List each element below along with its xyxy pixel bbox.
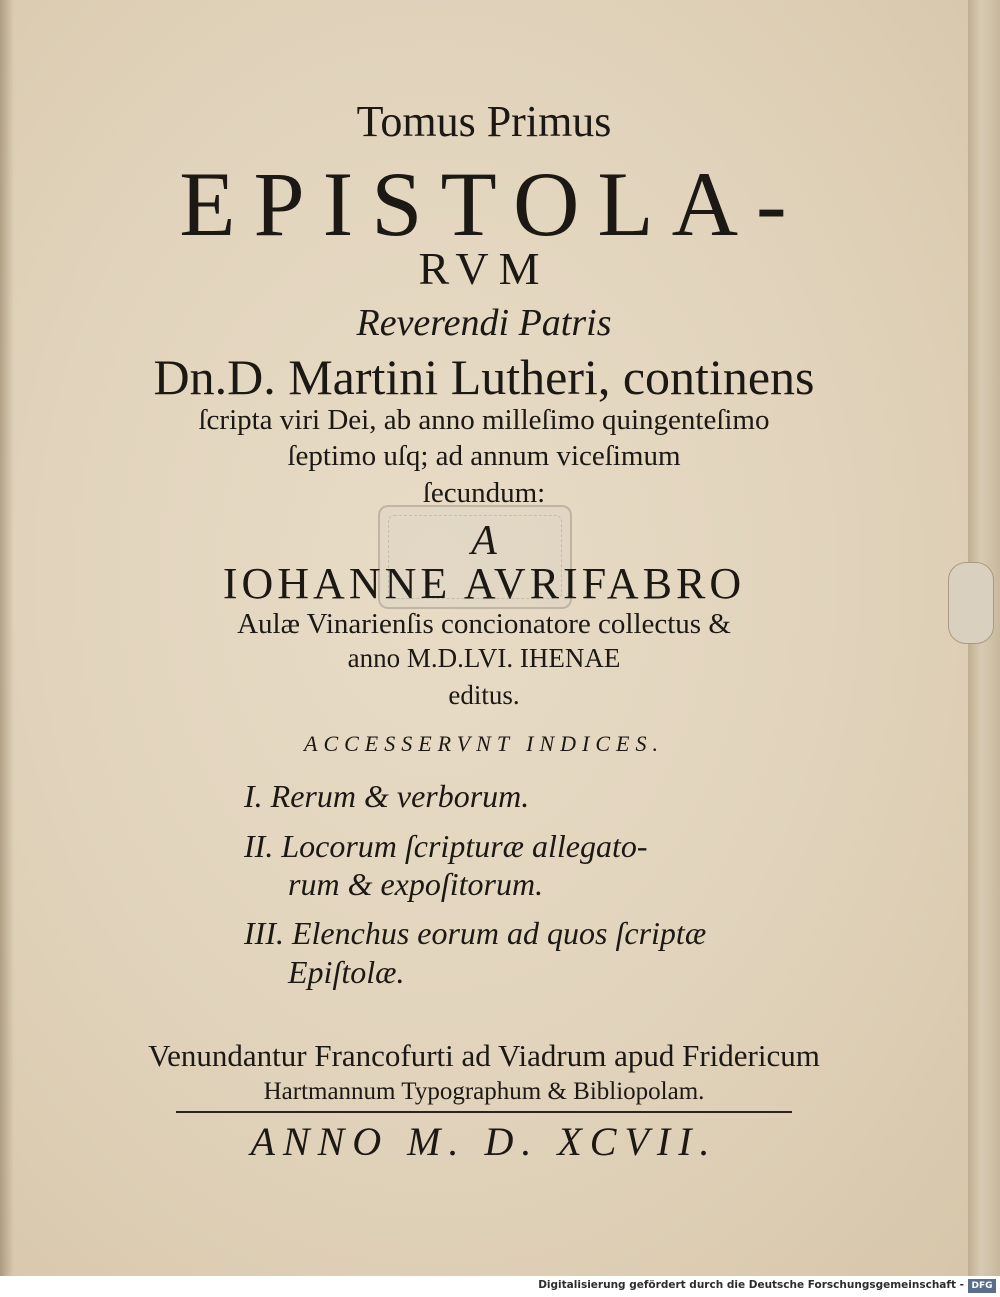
footer-bar — [0, 1276, 1000, 1297]
reverendi-line: Reverendi Patris — [356, 302, 612, 344]
index-item-1: I. Rerum & verborum. — [244, 778, 530, 814]
index-item-2-continuation: rum & expoſitorum. — [288, 866, 544, 902]
by-letter: A — [471, 518, 497, 564]
page-tab-marker — [948, 562, 994, 644]
description-line-3: ſecundum: — [422, 477, 546, 509]
imprint-rule — [176, 1111, 792, 1113]
publication-year: ANNO M. D. XCVII. — [250, 1119, 718, 1164]
editus-line: editus. — [448, 680, 520, 710]
edition-year-line: anno M.D.LVI. IHENAE — [347, 643, 621, 673]
main-title: EPISTOLA- — [179, 153, 805, 255]
dfg-logo-icon: DFG — [968, 1279, 996, 1293]
imprint-line-1: Venundantur Francofurti ad Viadrum apud Fridericum — [148, 1038, 820, 1073]
index-item-3-continuation: Epiſtolæ. — [288, 954, 405, 990]
funding-credit: Digitalisierung gefördert durch die Deutsche Forschungsgemeinschaft - — [538, 1279, 964, 1291]
volume-heading: Tomus Primus — [356, 97, 612, 146]
description-line-2: ſeptimo uſq; ad annum viceſimum — [287, 440, 681, 472]
author-line: Dn.D. Martini Lutheri, continens — [153, 349, 815, 405]
indices-heading: ACCESSERVNT INDICES. — [304, 731, 664, 756]
index-item-2: II. Locorum ſcripturæ allegato- — [244, 828, 648, 864]
main-title-continuation: RVM — [418, 243, 550, 294]
editor-role-line: Aulæ Vinarienſis concionatore collectus & — [237, 608, 731, 640]
imprint-line-2: Hartmannum Typographum & Bibliopolam. — [263, 1078, 705, 1105]
index-item-3: III. Elenchus eorum ad quos ſcriptæ — [244, 915, 707, 951]
editor-name: IOHANNE AVRIFABRO — [222, 559, 746, 608]
description-line-1: ſcripta viri Dei, ab anno milleſimo quingenteſimo — [198, 404, 770, 436]
